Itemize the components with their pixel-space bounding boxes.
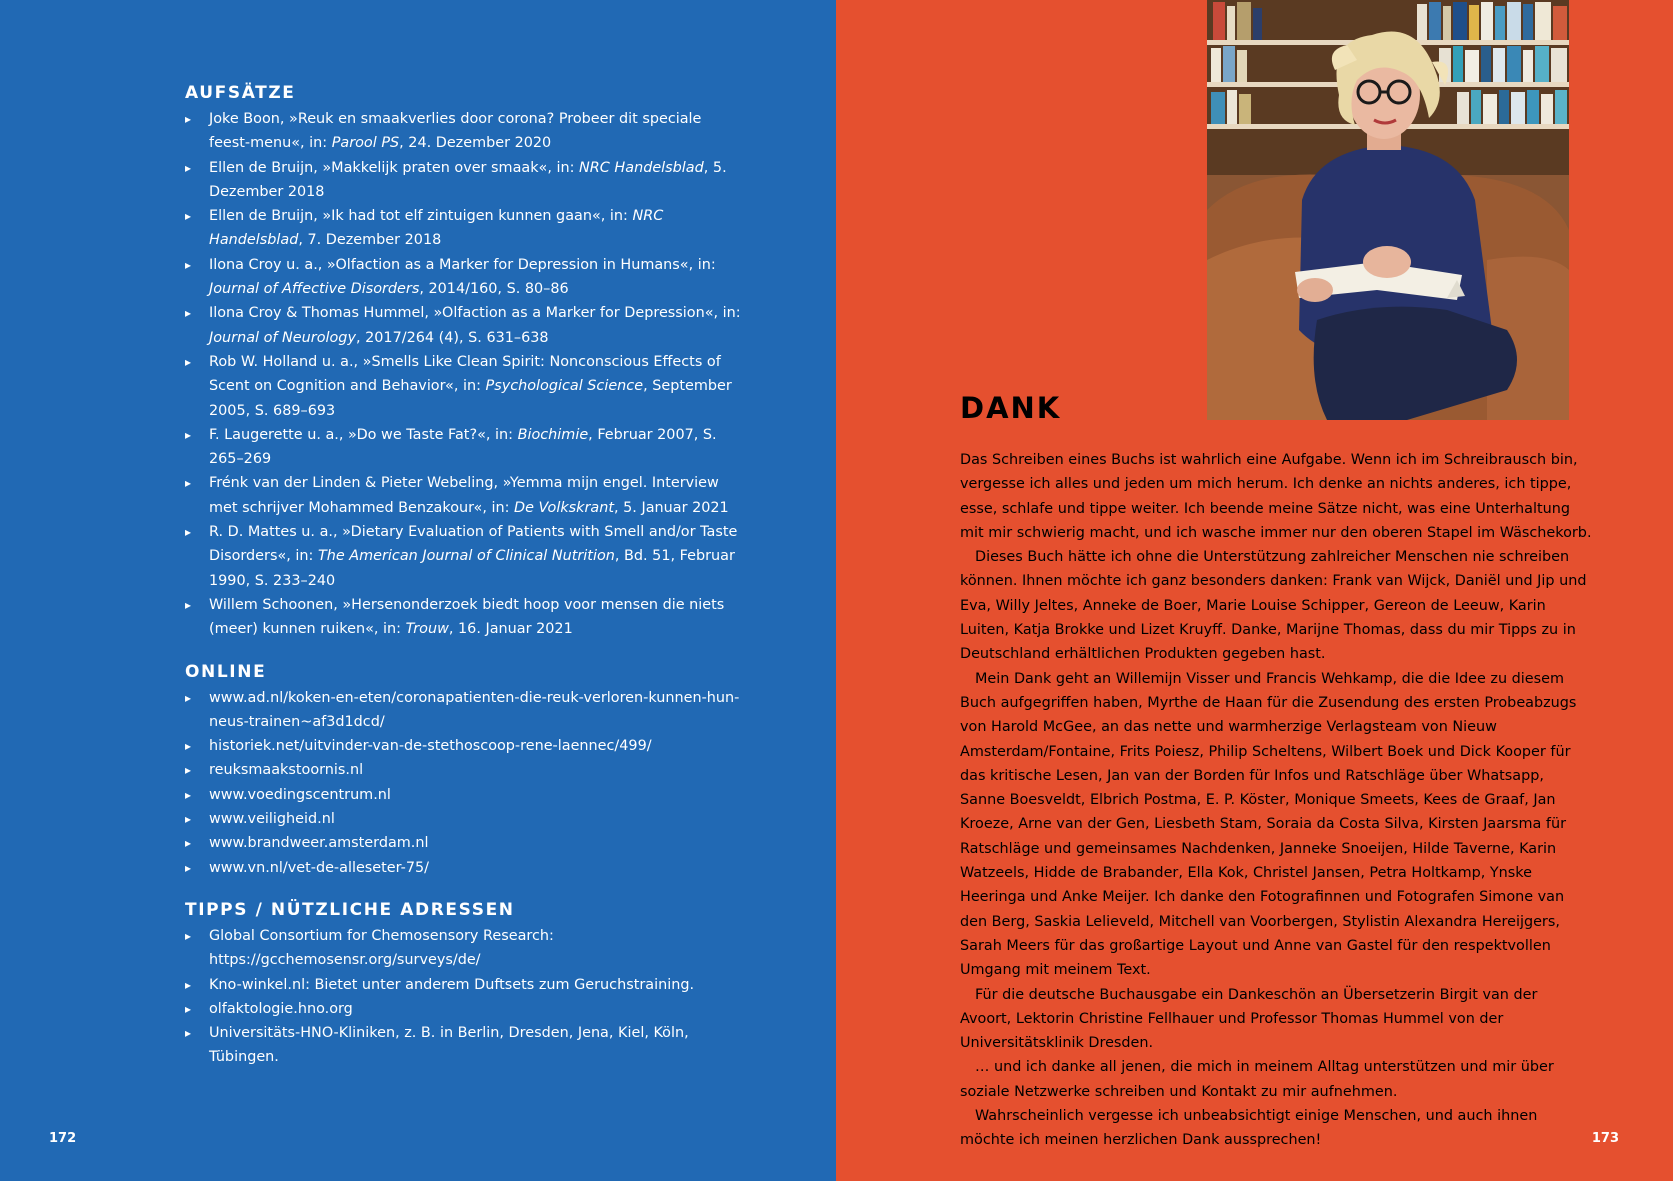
section-title-tipps: TIPPS / NÜTZLICHE ADRESSEN <box>185 899 515 920</box>
tipp-item: ▸ Universitäts-HNO-Kliniken, z. B. in Berlin, Dresden, Jena, Kiel, Köln, Tübingen. <box>185 1021 745 1070</box>
references-column <box>185 82 745 1070</box>
online-list <box>185 686 745 880</box>
online-link: ▸ www.brandweer.amsterdam.nl <box>185 831 745 855</box>
dank-paragraph: Mein Dank geht an Willemijn Visser und Francis Wehkamp, die die Idee zu diesem Buch aufgegriffen haben, Myrthe de Haan für die Zusendung des ersten Probeabzugs von Harold McGee, an das nette und warmherzige Verlagsteam von Nieuw Amsterdam/Fontaine, Frits Poiesz, Philip Scheltens, Wilbert Boek und Dick Kooper für das kritische Lesen, Jan van der Borden für Infos und Ratschläge über Whatsapp, Sanne Boesveldt, Elbrich Postma, E. P. Köster, Monique Smeets, Kees de Graaf, Jan Kroeze, Arne van der Gen, Liesbeth Stam, Soraia da Costa Silva, Kirsten Jaarsma für Ratschläge und gemeinsames Nachdenken, Janneke Snoeijen, Hilde Taverne, Karin Watzeels, Hidde de Brabander, Ella Kok, Christel Jansen, Petra Holtkamp, Ynske Heeringa und Anke Meijer. Ich danke den Fotografinnen und Fotografen Simone van den Berg, Saskia Lelieveld, Mitchell van Voorbergen, Stylistin Alexandra Hereijgers, Sarah Meers für das großartige Layout und Anne van Gastel für den respektvollen Umgang mit meinem Text. <box>960 670 1577 979</box>
section-title-aufsaetze: AUFSÄTZE <box>185 83 296 103</box>
page-number-left: 172 <box>49 1131 77 1146</box>
online-link: ▸ www.veiligheid.nl <box>185 807 745 831</box>
tipp-item: ▸ olfaktologie.hno.org <box>185 997 745 1021</box>
online-link: ▸ www.ad.nl/koken-en-eten/coronapatienten-die-reuk-verloren-kunnen-hun-neus-trainen~af3d1dcd/ <box>185 686 745 735</box>
tipps-list <box>185 924 745 1070</box>
tipp-item: ▸ Kno-winkel.nl: Bietet unter anderem Duftsets zum Geruchstraining. <box>185 973 745 997</box>
reference-item: ▸ Frénk van der Linden & Pieter Webeling, »Yemma mijn engel. Interview met schrijver Mohammed Benzakour«, in: De Volkskrant, 5. Januar 2021 <box>185 471 745 520</box>
dank-paragraph: Dieses Buch hätte ich ohne die Unterstützung zahlreicher Menschen nie schreiben können. Ihnen möchte ich ganz besonders danken: Frank van Wijck, Daniël und Jip und Eva, Willy Jeltes, Anneke de Boer, Marie Louise Schipper, Gereon de Leeuw, Karin Luiten, Katja Brokke und Lizet Kruyff. Danke, Marijne Thomas, dass du mir Tipps zu in Deutschland erhältlichen Produkten gegeben hast. <box>960 549 1587 663</box>
online-link: ▸ www.voedingscentrum.nl <box>185 783 745 807</box>
reference-item: ▸ Willem Schoonen, »Hersenonderzoek biedt hoop voor mensen die niets (meer) kunnen ruiken«, in: Trouw, 16. Januar 2021 <box>185 593 745 642</box>
page-number-right: 173 <box>1591 1131 1619 1146</box>
tipp-item: ▸ Global Consortium for Chemosensory Research: https://gcchemosensr.org/surveys/de/ <box>185 924 745 973</box>
reference-item: ▸ Ilona Croy & Thomas Hummel, »Olfaction as a Marker for Depression«, in: Journal of Neurology, 2017/264 (4), S. 631–638 <box>185 301 745 350</box>
reference-item: ▸ Ilona Croy u. a., »Olfaction as a Marker for Depression in Humans«, in: Journal of Affective Disorders, 2014/160, S. 80–86 <box>185 253 745 302</box>
author-portrait-illustration <box>1207 0 1569 420</box>
dank-paragraph: Das Schreiben eines Buchs ist wahrlich eine Aufgabe. Wenn ich im Schreibrausch bin, vergesse ich alles und jeden um mich herum. Ich denke an nichts anderes, ich tippe, esse, schlafe und tippe weiter. Ich beende meine Sätze nicht, was eine Unterhaltung mit mir schwierig macht, und ich wasche immer nur den oberen Stapel im Wäschekorb. <box>960 452 1592 541</box>
section-title-online: ONLINE <box>185 661 267 682</box>
reference-item: ▸ R. D. Mattes u. a., »Dietary Evaluation of Patients with Smell and/or Taste Disorders«, in: The American Journal of Clinical Nutrition, Bd. 51, Februar 1990, S. 233–240 <box>185 520 745 593</box>
reference-item: ▸ Rob W. Holland u. a., »Smells Like Clean Spirit: Nonconscious Effects of Scent on Cognition and Behavior«, in: Psychological Science, September 2005, S. 689–693 <box>185 350 745 423</box>
dank-paragraph: Wahrscheinlich vergesse ich unbeabsichtigt einige Menschen, und auch ihnen möchte ich meinen herzlichen Dank aussprechen! <box>960 1108 1538 1149</box>
online-link: ▸ historiek.net/uitvinder-van-de-stethoscoop-rene-laennec/499/ <box>185 734 745 758</box>
reference-item: ▸ Ellen de Bruijn, »Makkelijk praten over smaak«, in: NRC Handelsblad, 5. Dezember 2018 <box>185 156 745 205</box>
reference-item: ▸ Ellen de Bruijn, »Ik had tot elf zintuigen kunnen gaan«, in: NRC Handelsblad, 7. Dezember 2018 <box>185 204 745 253</box>
reference-item: ▸ Joke Boon, »Reuk en smaakverlies door corona? Probeer dit speciale feest-menu«, in: Parool PS, 24. Dezember 2020 <box>185 107 745 156</box>
online-link: ▸ www.vn.nl/vet-de-alleseter-75/ <box>185 856 745 880</box>
dank-heading: DANK <box>960 391 1062 425</box>
left-page <box>0 0 836 1181</box>
dank-paragraph: Für die deutsche Buchausgabe ein Dankeschön an Übersetzerin Birgit van der Avoort, Lektorin Christine Fellhauer und Professor Thomas Hummel von der Universitätsklinik Dresden. <box>960 986 1538 1052</box>
online-link: ▸ reuksmaakstoornis.nl <box>185 758 745 782</box>
dank-paragraph: … und ich danke all jenen, die mich in meinem Alltag unterstützen und mir über soziale Netzwerke schreiben und Kontakt zu mir aufnehmen. <box>960 1059 1554 1100</box>
author-photo <box>1207 0 1569 420</box>
reference-item: ▸ F. Laugerette u. a., »Do we Taste Fat?«, in: Biochimie, Februar 2007, S. 265–269 <box>185 423 745 472</box>
aufsaetze-list <box>185 107 745 642</box>
dank-text <box>960 448 1592 1153</box>
